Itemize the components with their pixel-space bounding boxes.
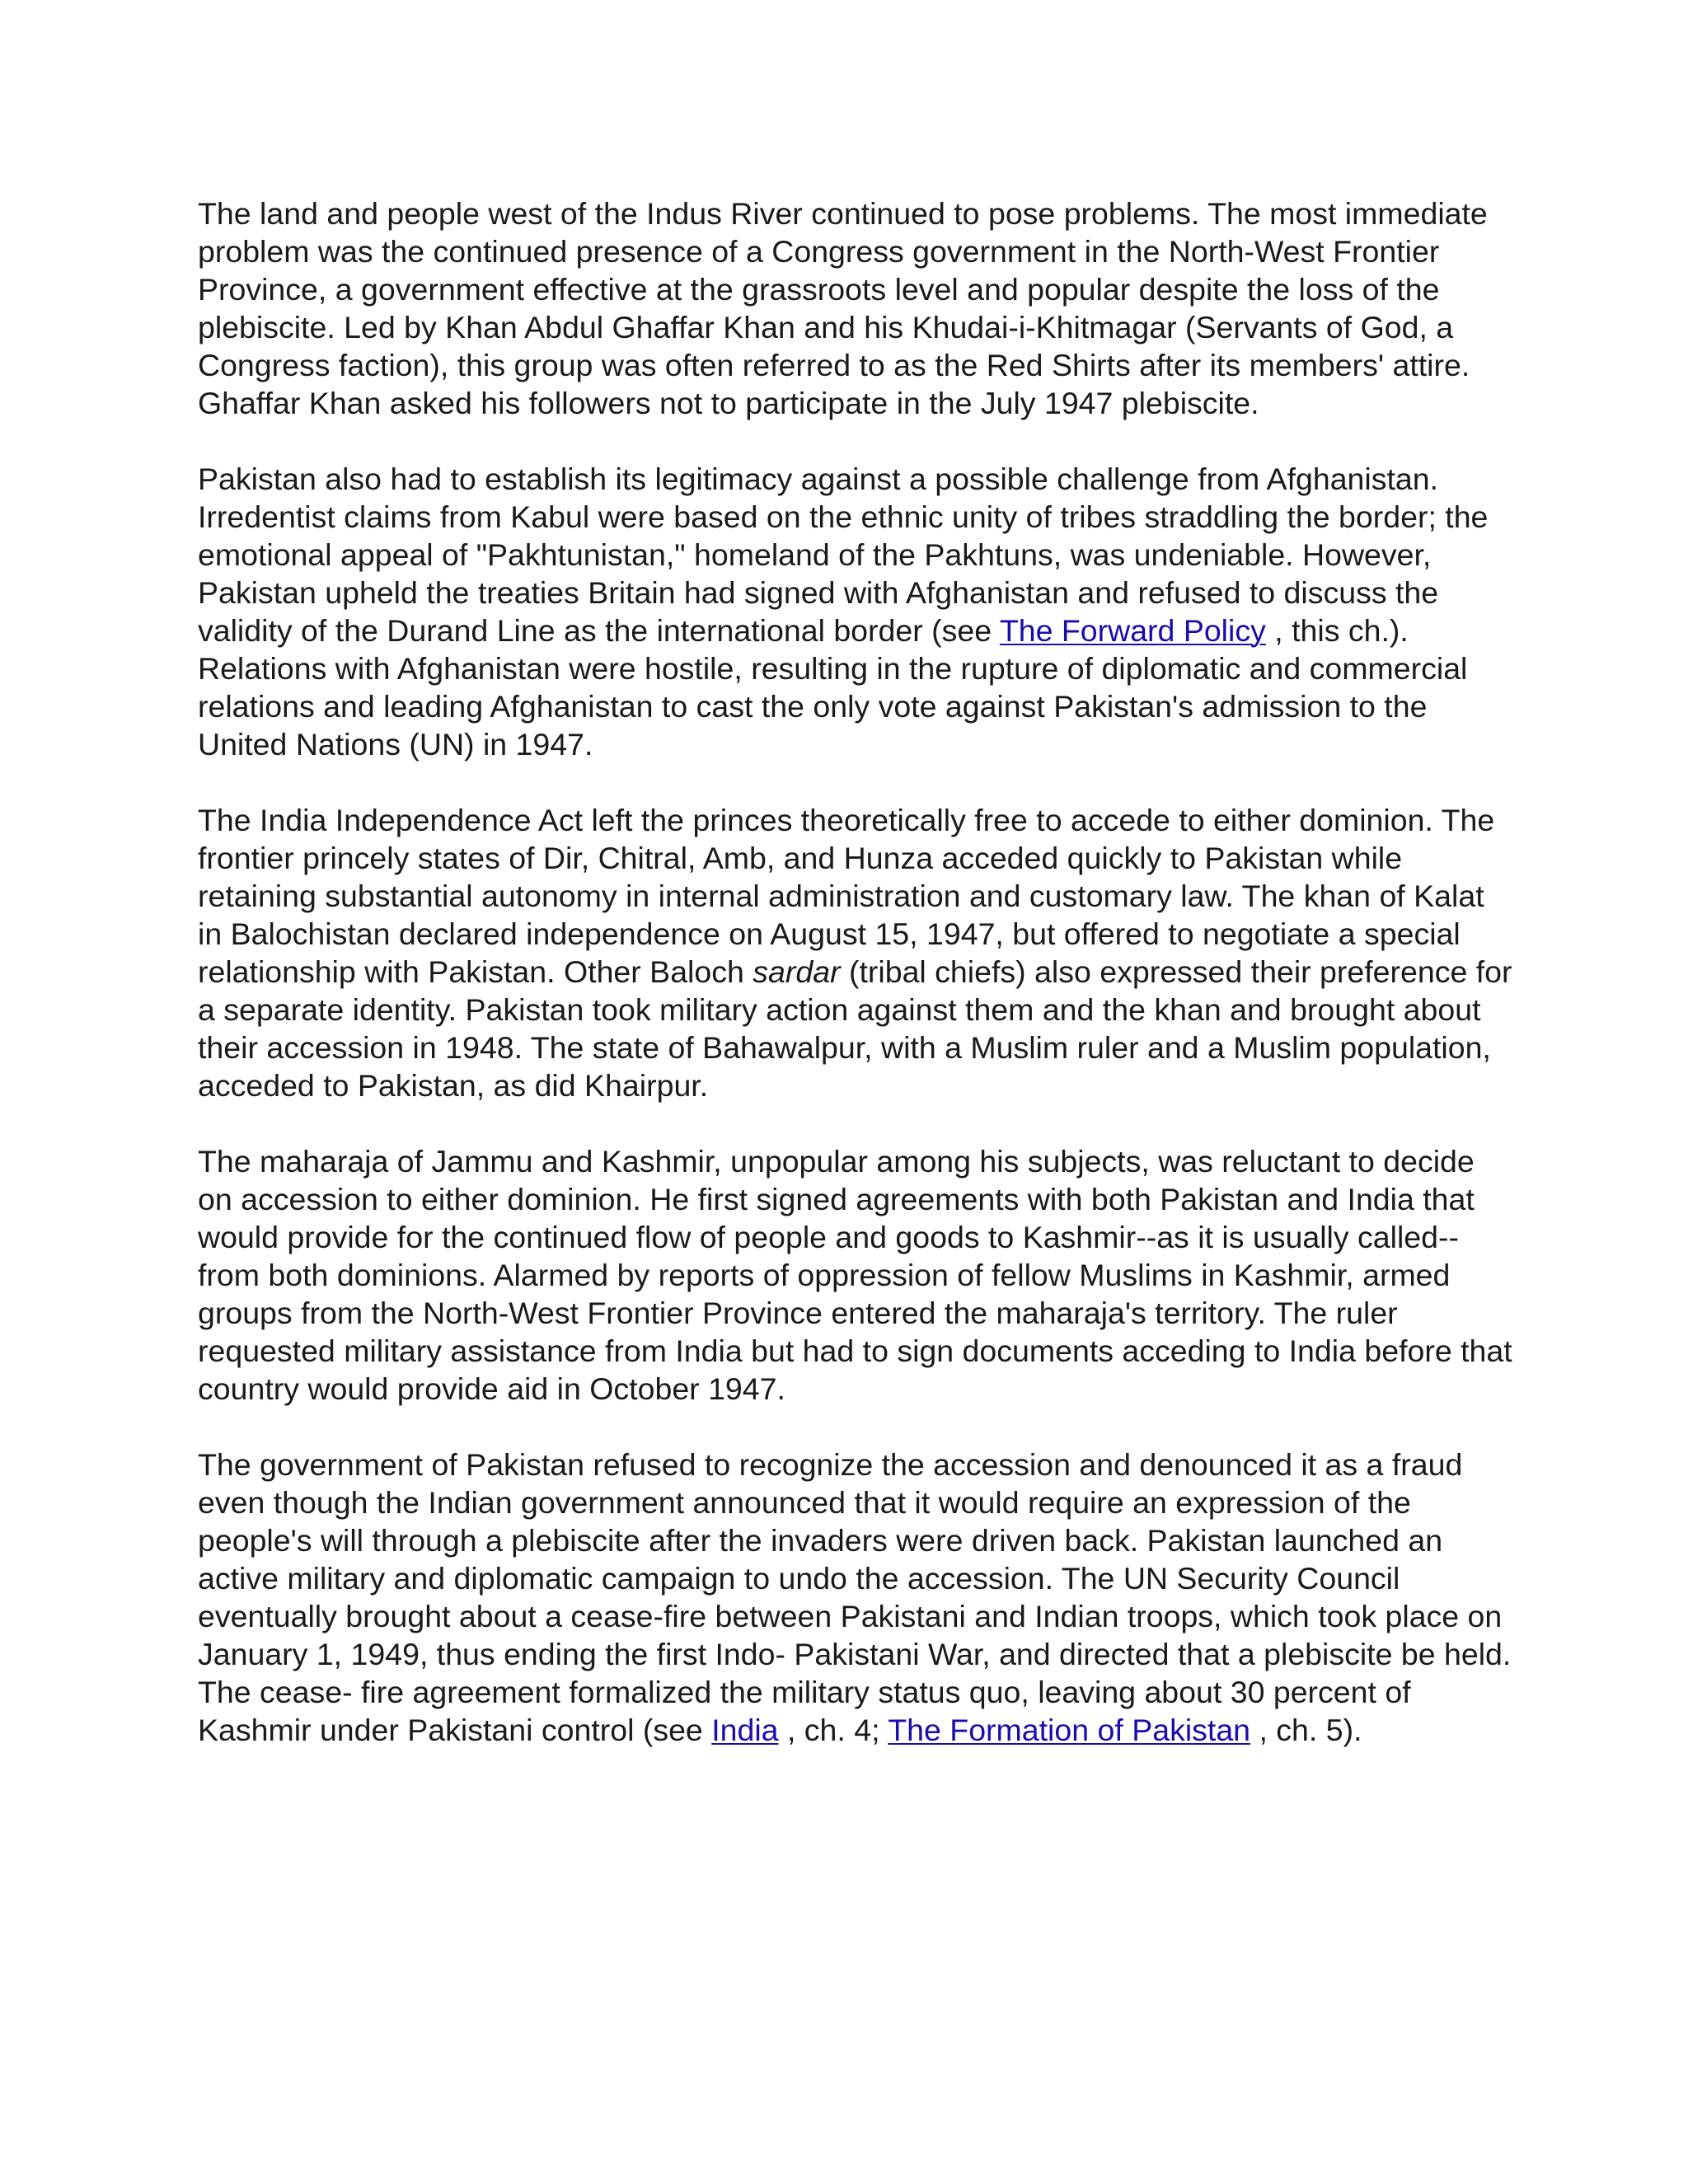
paragraph-ceasefire (198, 1446, 1517, 1749)
italic-term-sardar: sardar (753, 954, 841, 989)
paragraph-princely-states (198, 801, 1517, 1104)
link-forward-policy[interactable]: The Forward Policy (999, 613, 1266, 648)
paragraph-text: The maharaja of Jammu and Kashmir, unpopular among his subjects, was reluctant to decide on accession to either dominion. He first signed agreements with both Pakistan and India that would provide for the continued flow of people and goods to Kashmir--as it is usually called--from both dominions. Alarmed by reports of oppression of fellow Muslims in Kashmir, armed groups from the North-West Frontier Province entered the maharaja's territory. The ruler requested military assistance from India but had to sign documents acceding to India before that country would provide aid in October 1947. (198, 1144, 1512, 1406)
paragraph-text: The government of Pakistan refused to recognize the accession and denounced it as a fraud even though the Indian government announced that it would require an expression of the people's will through a plebiscite after the invaders were driven back. Pakistan launched an active military and diplomatic campaign to undo the accession. The UN Security Council eventually brought about a cease-fire between Pakistani and Indian troops, which took place on January 1, 1949, thus ending the first Indo- Pakistani War, and directed that a plebiscite be held. The cease- fire agreement formalized the military status quo, leaving about 30 percent of Kashmir under Pakistani control (see (198, 1447, 1512, 1747)
paragraph-text: , this ch.). Relations with Afghanistan were hostile, resulting in the rupture of diplomatic and commercial relations and leading Afghanistan to cast the only vote against Pakistan's admission to the United Nations (UN) in 1947. (198, 613, 1468, 762)
paragraph-text: Pakistan also had to establish its legitimacy against a possible challenge from Afghanistan. Irredentist claims from Kabul were based on the ethnic unity of tribes straddling the border; the emotional appeal of "Pakhtunistan," homeland of the Pakhtuns, was undeniable. However, Pakistan upheld the treaties Britain had signed with Afghanistan and refused to discuss the validity of the Durand Line as the international border (see (198, 462, 1489, 648)
paragraph-text: (tribal chiefs) also expressed their preference for a separate identity. Pakistan took military action against them and the khan and brought about their accession in 1948. The state of Bahawalpur, with a Muslim ruler and a Muslim population, acceded to Pakistan, as did Khairpur. (198, 954, 1512, 1103)
link-formation-of-pakistan[interactable]: The Formation of Pakistan (888, 1713, 1251, 1747)
document-body (198, 194, 1517, 1787)
paragraph-text: , ch. 4; (778, 1713, 889, 1747)
link-india[interactable]: India (711, 1713, 779, 1747)
paragraph-afghanistan (198, 460, 1517, 763)
paragraph-text: The land and people west of the Indus River continued to pose problems. The most immediate problem was the continued presence of a Congress government in the North-West Frontier Province, a government effective at the grassroots level and popular despite the loss of the plebiscite. Led by Khan Abdul Ghaffar Khan and his Khudai-i-Khitmagar (Servants of God, a Congress faction), this group was often referred to as the Red Shirts after its members' attire. Ghaffar Khan asked his followers not to participate in the July 1947 plebiscite. (198, 196, 1488, 420)
paragraph-indus-frontier (198, 194, 1517, 422)
paragraph-text: The India Independence Act left the princes theoretically free to accede to either dominion. The frontier princely states of Dir, Chitral, Amb, and Hunza acceded quickly to Pakistan while retaining substantial autonomy in internal administration and customary law. The khan of Kalat in Balochistan declared independence on August 15, 1947, but offered to negotiate a special relationship with Pakistan. Other Baloch (198, 803, 1495, 989)
paragraph-kashmir-maharaja (198, 1142, 1517, 1408)
paragraph-text: , ch. 5). (1250, 1713, 1362, 1747)
